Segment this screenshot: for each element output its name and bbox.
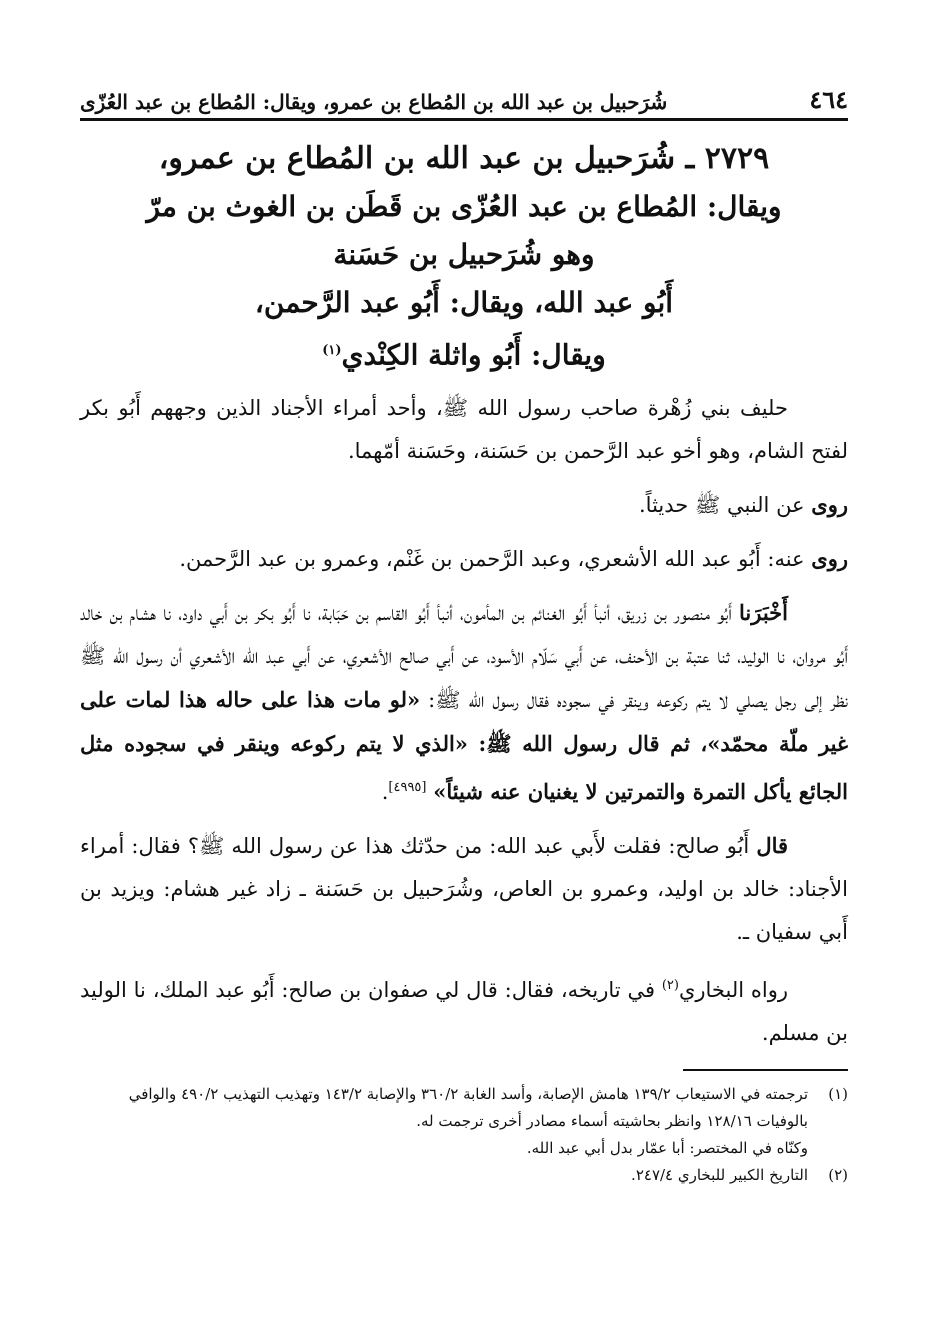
paragraph-text: أَبُو منصور بن زريق، أنبأ أَبُو الغنائم بن المأمون، أنبأ أَبُو القاسم بن حَبَابة، نا أَبُو بكر بن أَبي داود، نا هشام بن خالد أَبُو مروان، نا الوليد، ثنا عتبة بن الأحنف، عن أَبي سَلّام الأسود، عن أَبي صالح الأشعري، عن أَبي عبد الله الأشعري أن رسول الله ﷺ نظر إلى رجل يصلي لا يتم ركوعه وينقر في سجوده فقال رسول الله ﷺ: <box>80 601 848 713</box>
lead-word: قال <box>756 833 789 859</box>
footnote <box>80 1081 848 1135</box>
footnote-number: (١) <box>828 1085 848 1104</box>
paragraph-text: أَبُو صالح: فقلت لأَبي عبد الله: من حدّثك هذا عن رسول الله ﷺ؟ فقال: أمراء الأجناد: خالد بن اوليد، وعمرو بن العاص، وشُرَحبيل بن حَسَنة ـ زاد غير هشام: ويزيد بن أَبي سفيان ـ. <box>80 834 848 945</box>
footnote-marker: (١) <box>322 343 342 358</box>
running-header <box>80 70 848 121</box>
paragraph-text: في تاريخه، فقال: قال لي صفوان بن صالح: أَبُو عبد الملك، نا الوليد بن مسلم. <box>80 978 848 1046</box>
entry-title-line-last <box>80 327 848 379</box>
entry-title-line: ويقال: المُطاع بن عبد العُزّى بن قَطَن بن الغوث بن مرّ <box>146 190 782 223</box>
paragraph: أَخْبَرَنا أَبُو منصور بن زريق، أنبأ أَبُو الغنائم بن المأمون، أنبأ أَبُو القاسم بن حَبَابة، نا أَبُو بكر بن أَبي داود، نا هشام بن خالد أَبُو مروان، نا الوليد، ثنا عتبة بن الأحنف، عن أَبي سَلّام الأسود، عن أَبي صالح الأشعري، عن أَبي عبد الله الأشعري أن رسول الله ﷺ نظر إلى رجل يصلي لا يتم ركوعه وينقر في سجوده فقال رسول الله ﷺ: «لو مات هذا على حاله هذا لمات على غير ملّة محمّد»، ثم قال رسول الله ﷺ: «الذي لا يتم ركوعه وينقر في سجوده مثل الجائع يأكل التمرة والتمرتين لا يغنيان عنه شيئاً» [٤٩٩٥]. <box>80 600 848 805</box>
footnote <box>80 1162 848 1189</box>
footnote-marker: (٢) <box>661 978 679 994</box>
paragraph: حليف بني زُهْرة صاحب رسول الله ﷺ، وأحد أمراء الأجناد الذين وجههم أَبُو بكر لفتح الشام، وهو أخو عبد الرَّحمن بن حَسَنة، وحَسَنة أمّهما. <box>80 396 848 464</box>
running-title: شُرَحبيل بن عبد الله بن المُطاع بن عمرو، ويقال: المُطاع بن عبد العُزّى <box>80 90 668 114</box>
footnote-text: ترجمته في الاستيعاب ١٣٩/٢ هامش الإصابة، وأسد الغابة ٣٦٠/٢ والإصابة ١٤٣/٢ وتهذيب التهذيب ٤٩٠/٢ والوافي بالوفيات ١٢٨/١٦ وانظر بحاشيته أسماء مصادر أخرى ترجمت له. <box>128 1085 808 1131</box>
hadith-number: [٤٩٩٥] <box>388 780 427 796</box>
lead-word: روى <box>811 546 848 572</box>
paragraph <box>80 824 848 954</box>
body-text <box>80 387 848 1055</box>
entry-title-line: ٢٧٢٩ ـ شُرَحبيل بن عبد الله بن المُطاع بن عمرو، <box>158 141 770 176</box>
paragraph <box>80 964 848 1055</box>
hadith-text: «لو مات هذا على حاله هذا لمات على غير ملّة محمّد»، ثم قال رسول الله ﷺ: «الذي لا يتم ركوعه وينقر في سجوده مثل الجائع يأكل التمرة والتمرتين لا يغنيان عنه شيئاً» <box>80 687 848 805</box>
document-page <box>80 70 848 1189</box>
paragraph <box>80 537 848 581</box>
lead-word: أَخْبَرَنا <box>739 600 788 626</box>
paragraph-text: رواه البخاري <box>678 978 788 1003</box>
footnote-text: التاريخ الكبير للبخاري ٢٤٧/٤. <box>631 1166 808 1185</box>
footnote-separator <box>683 1069 848 1071</box>
footnote-number: (٢) <box>828 1166 848 1185</box>
paragraph-text: عن النبي ﷺ حديثاً. <box>639 493 812 518</box>
footnote-continuation: وكنّاه في المختصر: أبا عمّار بدل أبي عبد الله. <box>526 1139 808 1158</box>
footnotes <box>80 1081 848 1189</box>
lead-word: روى <box>811 492 848 518</box>
paragraph-text: عنه: أَبُو عبد الله الأشعري، وعبد الرَّحمن بن غَنْم، وعمرو بن عبد الرَّحمن. <box>179 547 812 572</box>
page-number: ٤٦٤ <box>809 85 848 114</box>
paragraph <box>80 483 848 527</box>
entry-title-line: وهو شُرَحبيل بن حَسَنة <box>333 238 595 271</box>
entry-title-line: أَبُو عبد الله، ويقال: أَبُو عبد الرَّحمن، <box>254 286 674 319</box>
entry-titles <box>80 135 848 379</box>
entry-title-text: ويقال: أَبُو واثلة الكِنْدي <box>341 338 606 372</box>
